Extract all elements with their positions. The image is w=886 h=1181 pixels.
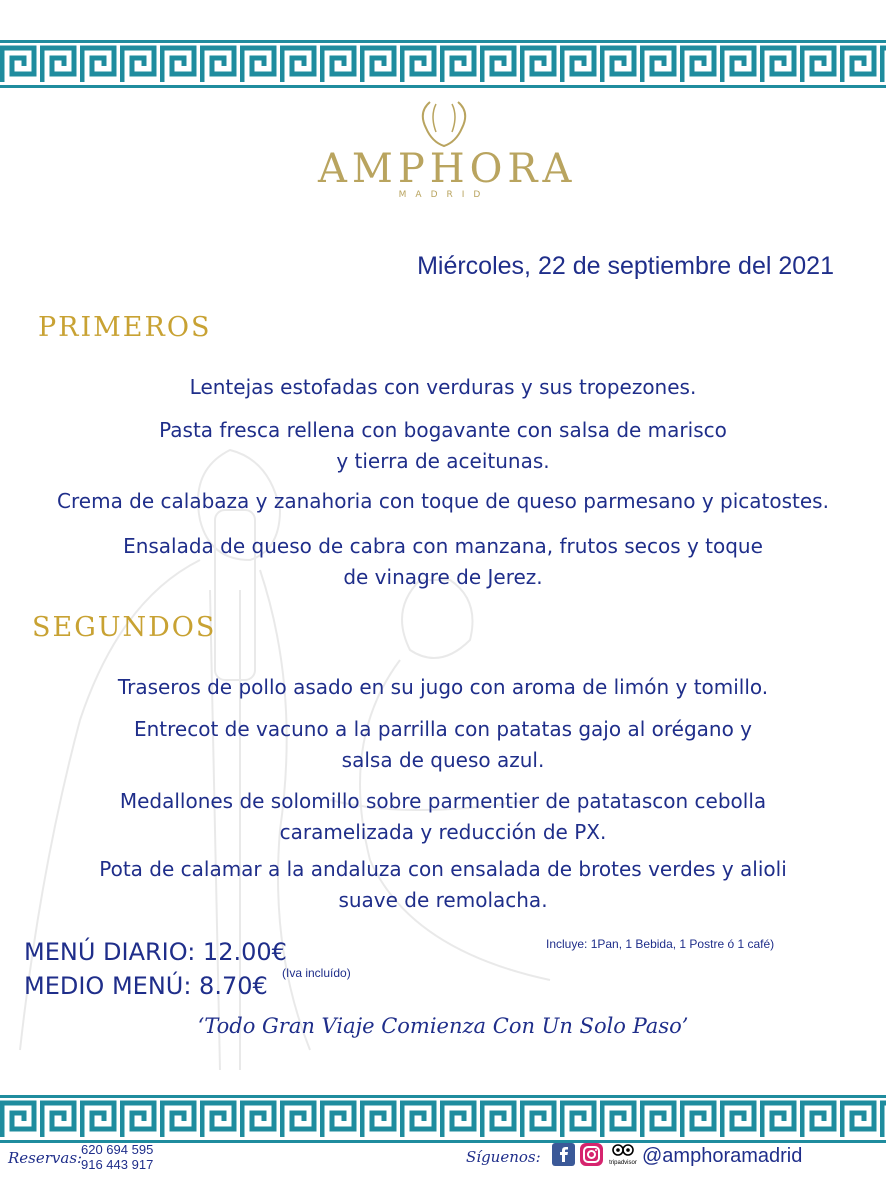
- menu-diario-price: MENÚ DIARIO: 12.00€: [24, 938, 287, 966]
- dish-line: Traseros de pollo asado en su jugo con aroma de limón y tomillo.: [117, 675, 769, 699]
- dish-line: y tierra de aceitunas.: [336, 449, 550, 473]
- segundos-dish-4: [0, 854, 886, 916]
- facebook-icon[interactable]: [552, 1143, 575, 1166]
- social-handle[interactable]: @amphoramadrid: [642, 1145, 803, 1167]
- dish-line: Pasta fresca rellena con bogavante con salsa de marisco: [159, 418, 727, 442]
- primeros-dish-4: [0, 531, 886, 593]
- brand-name: AMPHORA: [318, 146, 577, 192]
- medio-menu-price: MEDIO MENÚ: 8.70€: [24, 972, 268, 1000]
- segundos-dish-3: [0, 786, 886, 848]
- dish-line: Entrecot de vacuno a la parrilla con patatas gajo al orégano y: [133, 717, 753, 741]
- greek-key-border-bottom: [0, 1095, 886, 1143]
- instagram-icon[interactable]: [580, 1143, 603, 1166]
- primeros-dish-2: [0, 415, 886, 477]
- brand-city: MADRID: [398, 190, 490, 200]
- tripadvisor-logo[interactable]: [608, 1141, 638, 1169]
- motto-quote: ‘Todo Gran Viaje Comienza Con Un Solo Paso’: [197, 1014, 689, 1038]
- phone-1[interactable]: 620 694 595: [81, 1142, 154, 1157]
- dish-line: Ensalada de queso de cabra con manzana, frutos secos y toque: [123, 534, 763, 558]
- segundos-dish-2: [0, 714, 886, 776]
- phone-2[interactable]: 916 443 917: [81, 1157, 154, 1172]
- iva-note: (Iva incluído): [282, 966, 351, 980]
- tripadvisor-label: tripadvisor: [609, 1160, 637, 1166]
- primeros-dish-3: [0, 486, 886, 517]
- dish-line: Pota de calamar a la andaluza con ensalada de brotes verdes y alioli: [99, 857, 787, 881]
- dish-line: Crema de calabaza y zanahoria con toque de queso parmesano y picatostes.: [57, 489, 829, 513]
- amphora-vase-icon: [414, 100, 474, 150]
- amphora-logo: [318, 100, 577, 215]
- dish-line: caramelizada y reducción de PX.: [279, 820, 607, 844]
- tripadvisor-owl-icon: [612, 1142, 634, 1156]
- dish-line: de vinagre de Jerez.: [343, 565, 543, 589]
- dish-line: Lentejas estofadas con verduras y sus tropezones.: [189, 375, 697, 399]
- primeros-heading: PRIMEROS: [38, 312, 212, 343]
- primeros-dish-1: [0, 372, 886, 403]
- includes-note: Incluye: 1Pan, 1 Bebida, 1 Postre ó 1 café): [546, 937, 775, 951]
- dish-line: suave de remolacha.: [338, 888, 548, 912]
- greek-key-border-top: [0, 40, 886, 88]
- segundos-dish-1: [0, 672, 886, 703]
- segundos-heading: SEGUNDOS: [32, 612, 217, 643]
- dish-line: salsa de queso azul.: [341, 748, 545, 772]
- dish-line: Medallones de solomillo sobre parmentier de patatascon cebolla: [119, 789, 767, 813]
- reservas-label: Reservas:: [8, 1149, 83, 1167]
- siguenos-label: Síguenos:: [466, 1148, 541, 1166]
- menu-date: Miércoles, 22 de septiembre del 2021: [417, 252, 834, 280]
